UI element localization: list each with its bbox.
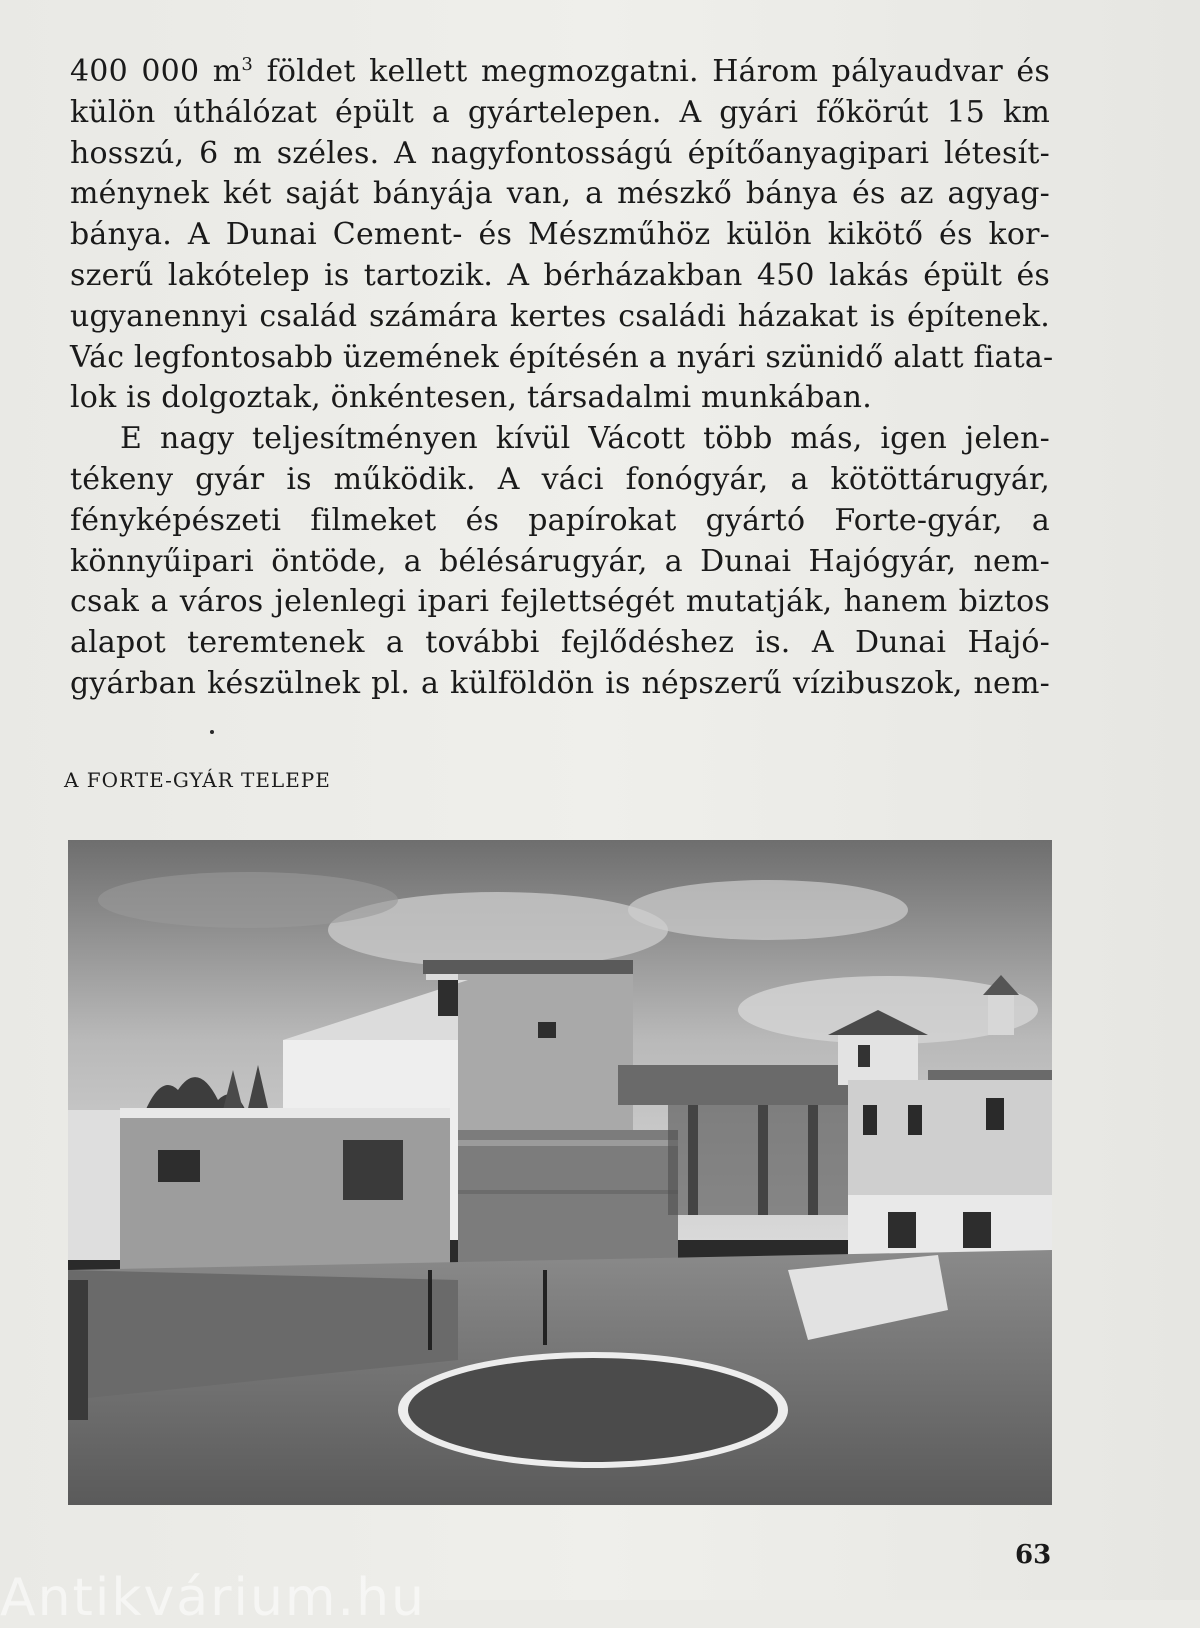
low-building-left [68,1110,128,1260]
factory-photo-illustration [68,840,1052,1505]
text-line: E nagy teljesítményen kívül Vácott több más, igen jelen- [120,421,1050,457]
print-dot [210,730,214,734]
shed-roof [618,1065,858,1105]
text-line: lok is dolgoztak, önkéntesen, társadalmi munkában. [70,380,872,416]
round-bed [408,1358,778,1462]
text-line: bánya. A Dunai Cement- és Mészműhöz külön kikötő és kor- [70,217,1050,253]
text-line: 400 000 $m^3$ földet kellett megmozgatni. Három pályaudvar és [70,54,1050,89]
text-line: ménynek két saját bányája van, a mészkő bánya és az agyag- [70,176,1050,212]
text-line: Vác legfontosabb üzemének építésén a nyári szünidő alatt fiata- [70,339,1054,375]
text-line: külön úthálózat épült a gyártelepen. A gyári főkörút 15 km [70,94,1050,130]
watermark: Antikvárium.hu [0,1568,426,1628]
text-line: alapot teremtenek a további fejlődéshez is. A Dunai Hajó- [70,625,1050,661]
body-text [70,52,1054,705]
photo-caption: A FORTE-GYÁR TELEPE [64,768,331,792]
text-line: könnyűipari öntöde, a bélésárugyár, a Dunai Hajógyár, nem- [70,543,1050,579]
text-line: szerű lakótelep is tartozik. A bérházakban 450 lakás épült és [70,257,1050,293]
text-line: ugyanennyi család számára kertes családi házakat is építenek. [70,298,1050,334]
text-line: tékeny gyár is működik. A váci fonógyár, a kötöttárugyár, [70,461,1050,497]
factory-photo [68,840,1052,1505]
right-building [848,1080,1052,1210]
page-number: 63 [1015,1540,1052,1570]
text-line: fényképészeti filmeket és papírokat gyártó Forte-gyár, a [70,502,1050,538]
superscript: 3 [241,54,254,75]
text-line: gyárban készülnek pl. a külföldön is népszerű vízibuszok, nem- [70,665,1050,701]
text-line: hosszú, 6 m széles. A nagyfontosságú építőanyagipari létesít- [70,135,1050,171]
text-line: csak a város jelenlegi ipari fejlettségét mutatják, hanem biztos [70,584,1050,620]
